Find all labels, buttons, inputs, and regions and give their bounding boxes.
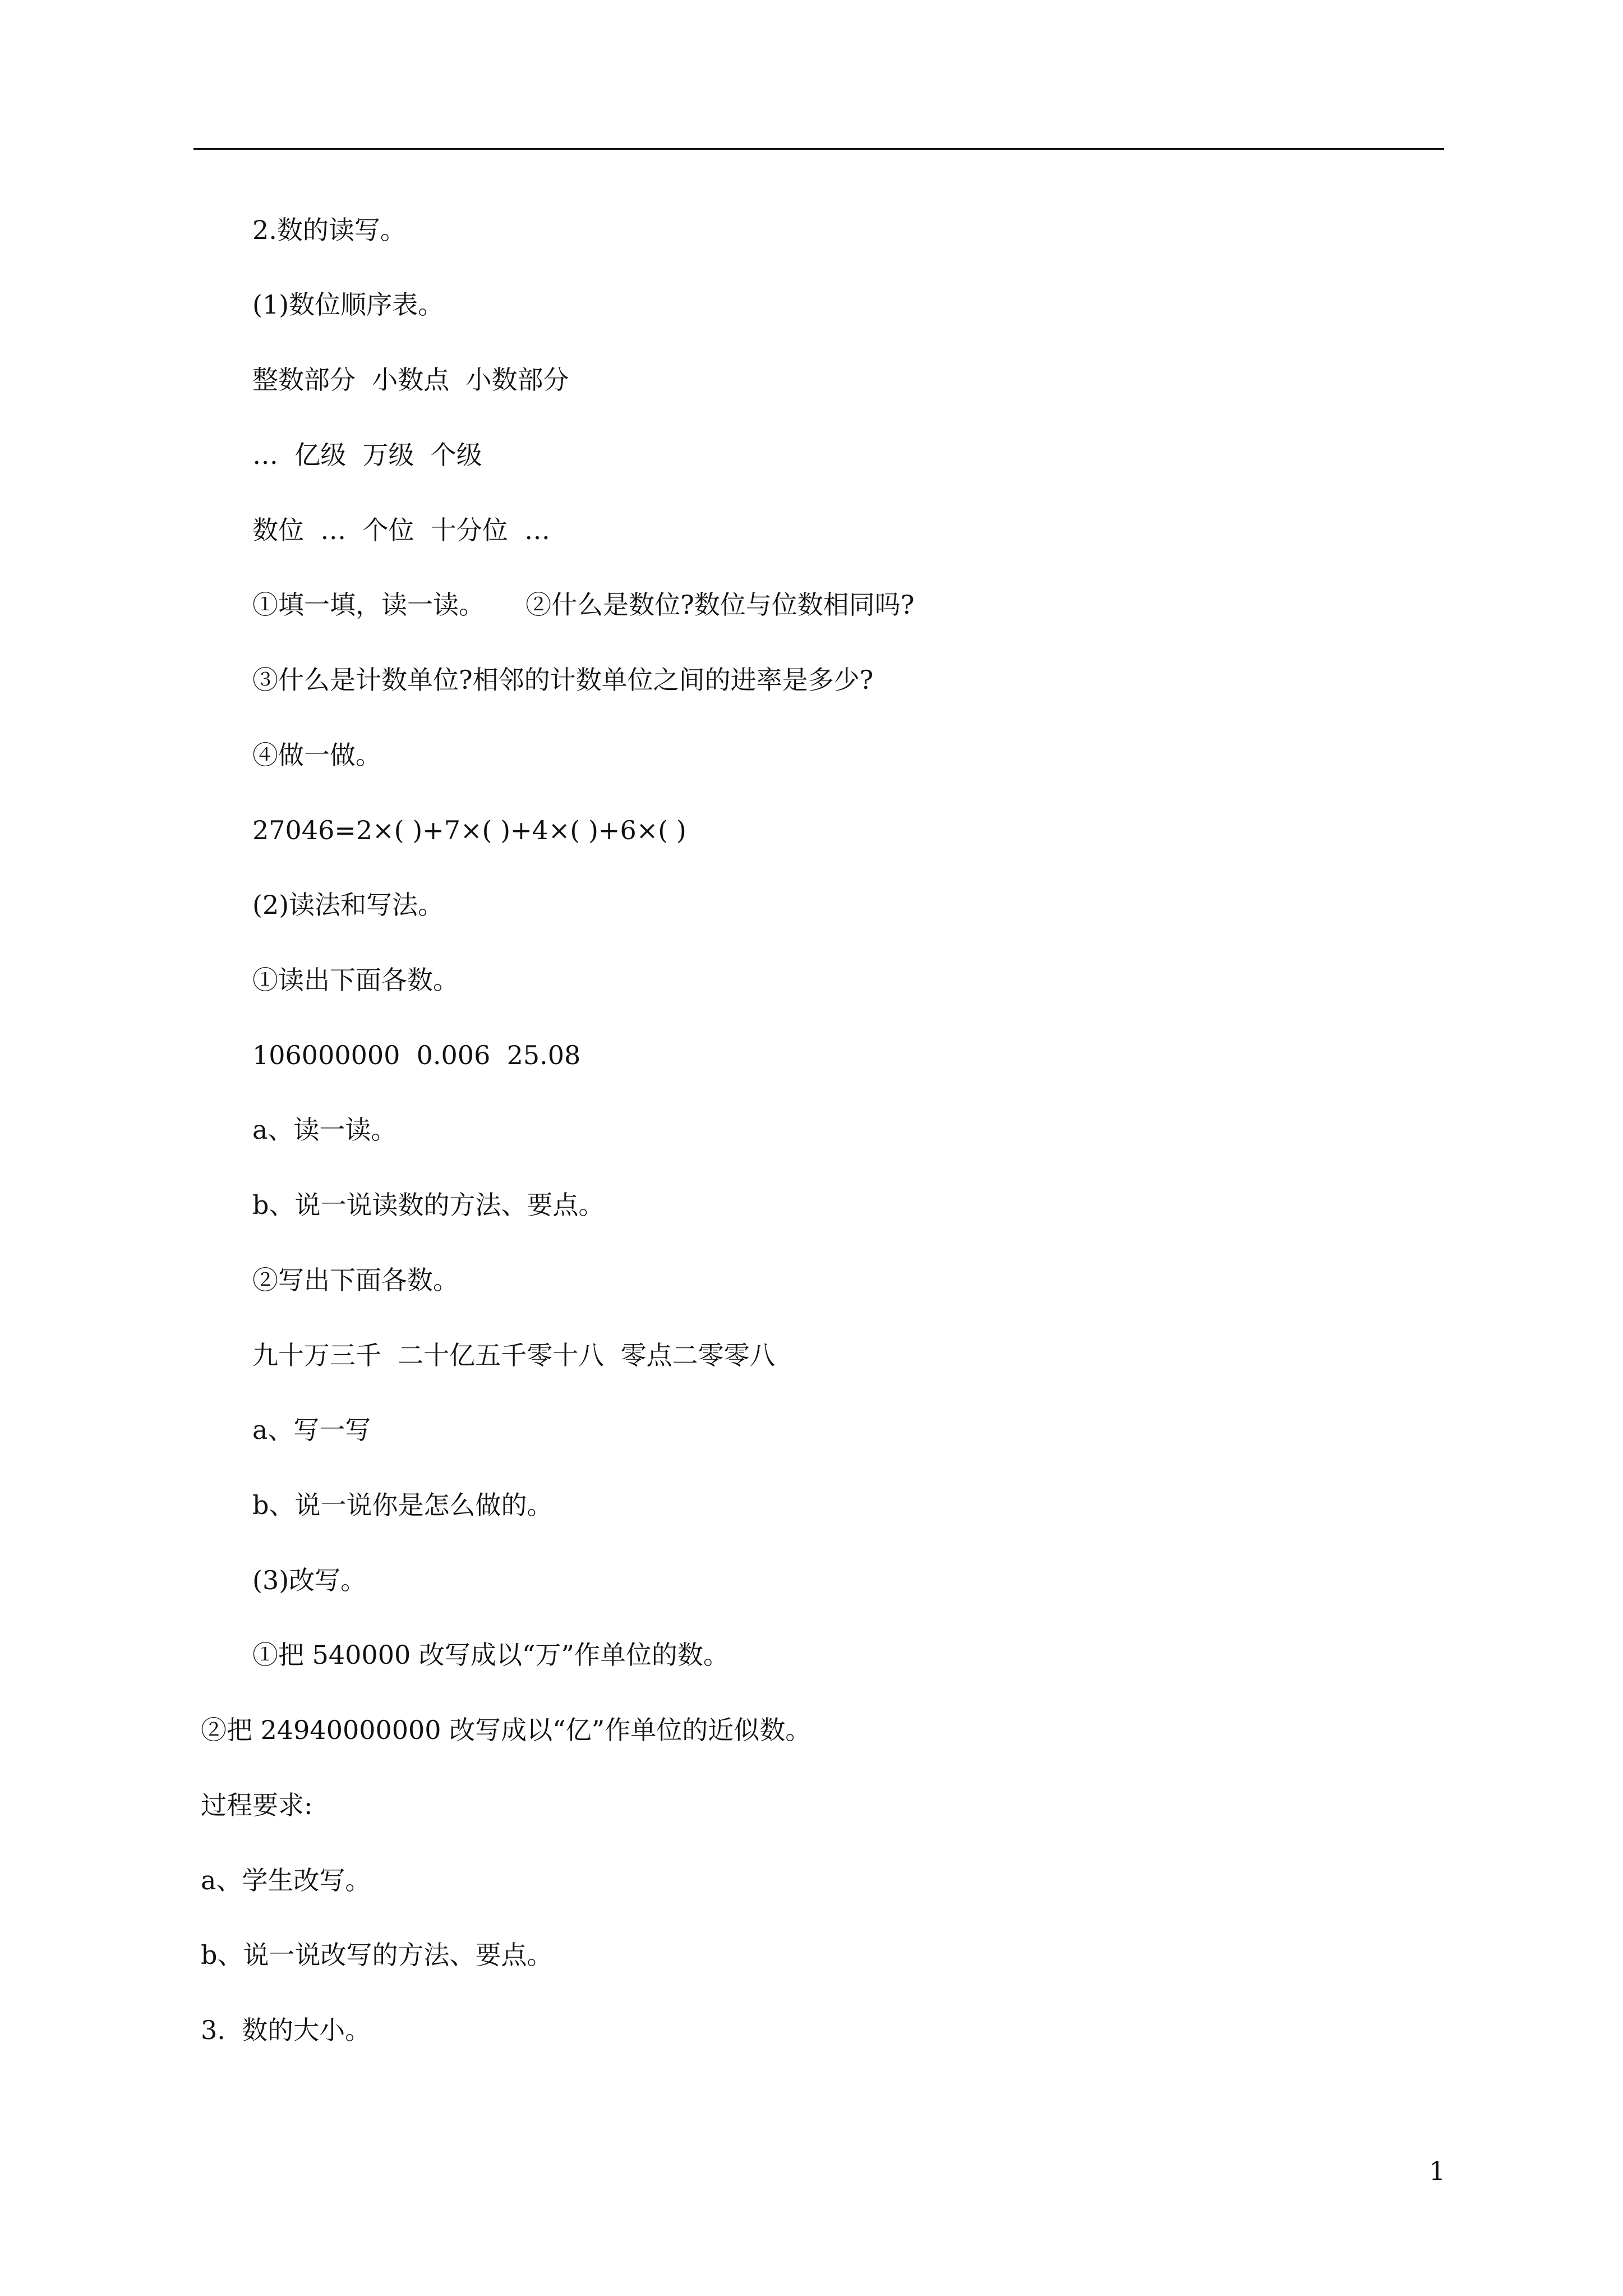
section-heading-number-reading-writing: 2.数的读写。 <box>252 215 406 245</box>
task-fill-and-read: ①填一填，读一读。 ②什么是数位?数位与位数相同吗? <box>252 590 915 620</box>
task-read-numbers: ①读出下面各数。 <box>252 965 459 995</box>
task-rewrite-wan: ①把 540000 改写成以“万”作单位的数。 <box>252 1640 729 1670</box>
step-read: a、读一读。 <box>252 1115 397 1145</box>
question-counting-unit: ③什么是计数单位?相邻的计数单位之间的进率是多少? <box>252 665 874 695</box>
table-row-parts: 整数部分 小数点 小数部分 <box>252 365 569 395</box>
step-students-rewrite: a、学生改写。 <box>201 1865 371 1895</box>
subheading-rewrite: (3)改写。 <box>252 1565 367 1595</box>
task-write-numbers: ②写出下面各数。 <box>252 1265 459 1295</box>
page-number: 1 <box>1429 2156 1446 2186</box>
task-do-it: ④做一做。 <box>252 740 381 770</box>
step-explain-rewriting: b、说一说改写的方法、要点。 <box>201 1940 553 1970</box>
numbers-to-write: 九十万三千 二十亿五千零十八 零点二零零八 <box>252 1340 776 1370</box>
table-row-periods: … 亿级 万级 个级 <box>252 440 482 470</box>
step-explain-reading: b、说一说读数的方法、要点。 <box>252 1190 605 1220</box>
subheading-reading-writing-methods: (2)读法和写法。 <box>252 890 444 920</box>
expansion-equation: 27046=2×( )+7×( )+4×( )+6×( ) <box>252 815 686 845</box>
step-explain-writing: b、说一说你是怎么做的。 <box>252 1490 553 1520</box>
process-requirements-label: 过程要求: <box>201 1790 313 1820</box>
subheading-place-value-table: (1)数位顺序表。 <box>252 289 444 320</box>
step-write: a、写一写 <box>252 1415 371 1445</box>
numbers-to-read: 106000000 0.006 25.08 <box>252 1040 581 1070</box>
header-rule <box>193 148 1444 150</box>
table-row-places: 数位 … 个位 十分位 … <box>252 515 550 545</box>
task-rewrite-yi: ②把 24940000000 改写成以“亿”作单位的近似数。 <box>201 1715 811 1745</box>
section-heading-number-size: 3. 数的大小。 <box>201 2015 371 2045</box>
